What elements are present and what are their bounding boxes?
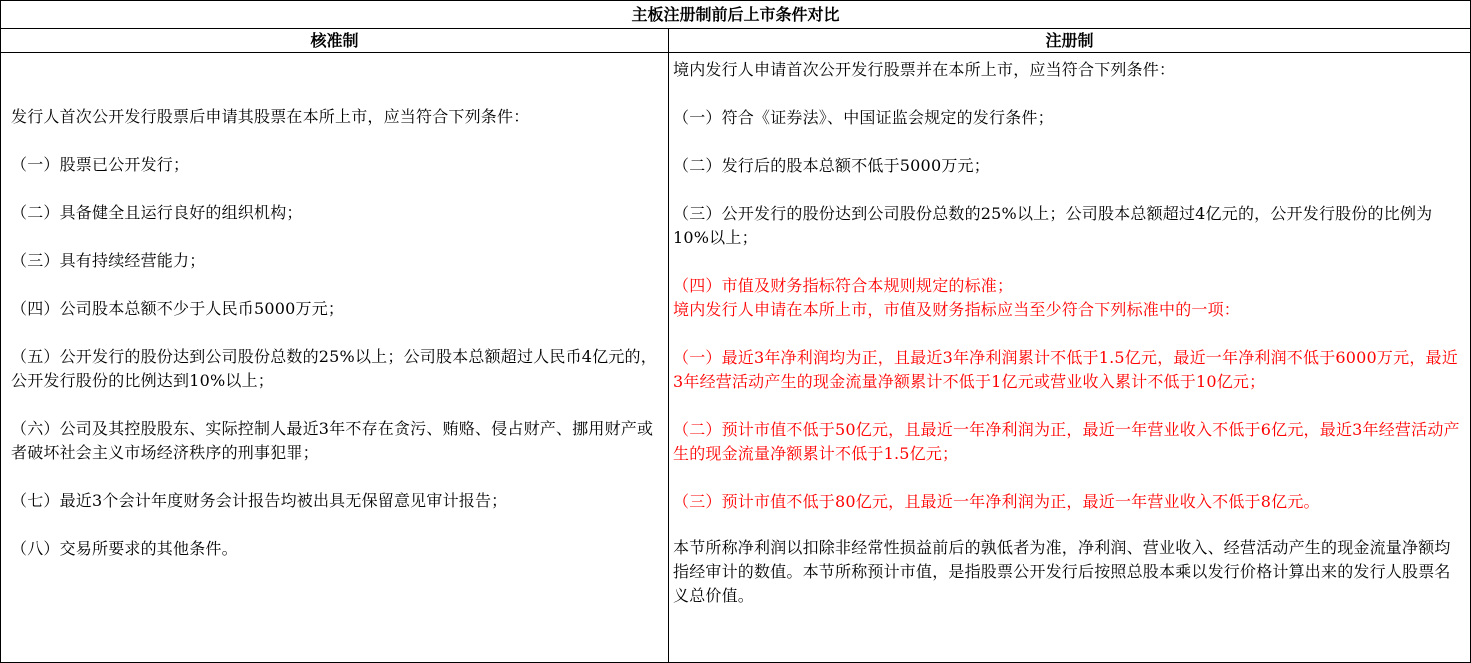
body-row xyxy=(1,53,1470,662)
approval-item: （二）具备健全且运行良好的组织机构； xyxy=(11,202,303,222)
definition-note: 本节所称净利润以扣除非经常性损益前后的孰低者为准，净利润、营业收入、经营活动产生的现金流量净额均指经审计的数值。本节所称预计市值，是指股票公开发行后按照总股本乘以发行价格计算出来的发行人股票名义总价值。 xyxy=(673,538,1451,605)
registration-conditions-cell xyxy=(669,53,1470,662)
approval-item: （五）公开发行的股份达到公司股份总数的25%以上；公司股本总额超过人民币4亿元的，公开发行股份的比例达到10%以上； xyxy=(11,346,657,390)
approval-conditions-cell xyxy=(1,53,669,662)
header-row xyxy=(1,29,1470,53)
header-registration-system: 注册制 xyxy=(1045,31,1094,50)
approval-item: （七）最近3个会计年度财务会计报告均被出具无保留意见审计报告； xyxy=(11,490,508,510)
approval-item: （六）公司及其控股股东、实际控制人最近3年不存在贪污、贿赂、侵占财产、挪用财产或者破坏社会主义市场经济秩序的刑事犯罪； xyxy=(11,418,654,462)
approval-intro: 发行人首次公开发行股票后申请其股票在本所上市，应当符合下列条件： xyxy=(11,106,530,126)
registration-item: （二）发行后的股本总额不低于5000万元； xyxy=(673,156,990,175)
registration-item: （三）公开发行的股份达到公司股份总数的25%以上；公司股本总额超过4亿元的，公开发行股份的比例为10%以上； xyxy=(673,204,1433,247)
market-cap-heading: （四）市值及财务指标符合本规则规定的标准； xyxy=(673,276,1014,295)
registration-intro: 境内发行人申请首次公开发行股票并在本所上市，应当符合下列条件： xyxy=(673,60,1176,79)
market-cap-intro: 境内发行人申请在本所上市，市值及财务指标应当至少符合下列标准中的一项： xyxy=(673,300,1241,319)
approval-item: （八）交易所要求的其他条件。 xyxy=(11,538,238,558)
registration-item: （一）符合《证券法》、中国证监会规定的发行条件； xyxy=(673,108,1054,127)
approval-item: （三）具有持续经营能力； xyxy=(11,250,206,270)
market-cap-standard: （二）预计市值不低于50亿元，且最近一年净利润为正，最近一年营业收入不低于6亿元，最近3年经营活动产生的现金流量净额累计不低于1.5亿元； xyxy=(673,420,1460,463)
approval-item: （一）股票已公开发行； xyxy=(11,154,190,174)
header-approval-system: 核准制 xyxy=(1,29,669,52)
market-cap-standard: （三）预计市值不低于80亿元，且最近一年净利润为正，最近一年营业收入不低于8亿元。 xyxy=(673,492,1320,511)
table-title: 主板注册制前后上市条件对比 xyxy=(1,1,1470,29)
approval-item: （四）公司股本总额不少于人民币5000万元； xyxy=(11,298,345,318)
market-cap-standard: （一）最近3年净利润均为正，且最近3年净利润累计不低于1.5亿元，最近一年净利润不低于6000万元，最近3年经营活动产生的现金流量净额累计不低于1亿元或营业收入累计不低于10亿元； xyxy=(673,348,1458,391)
